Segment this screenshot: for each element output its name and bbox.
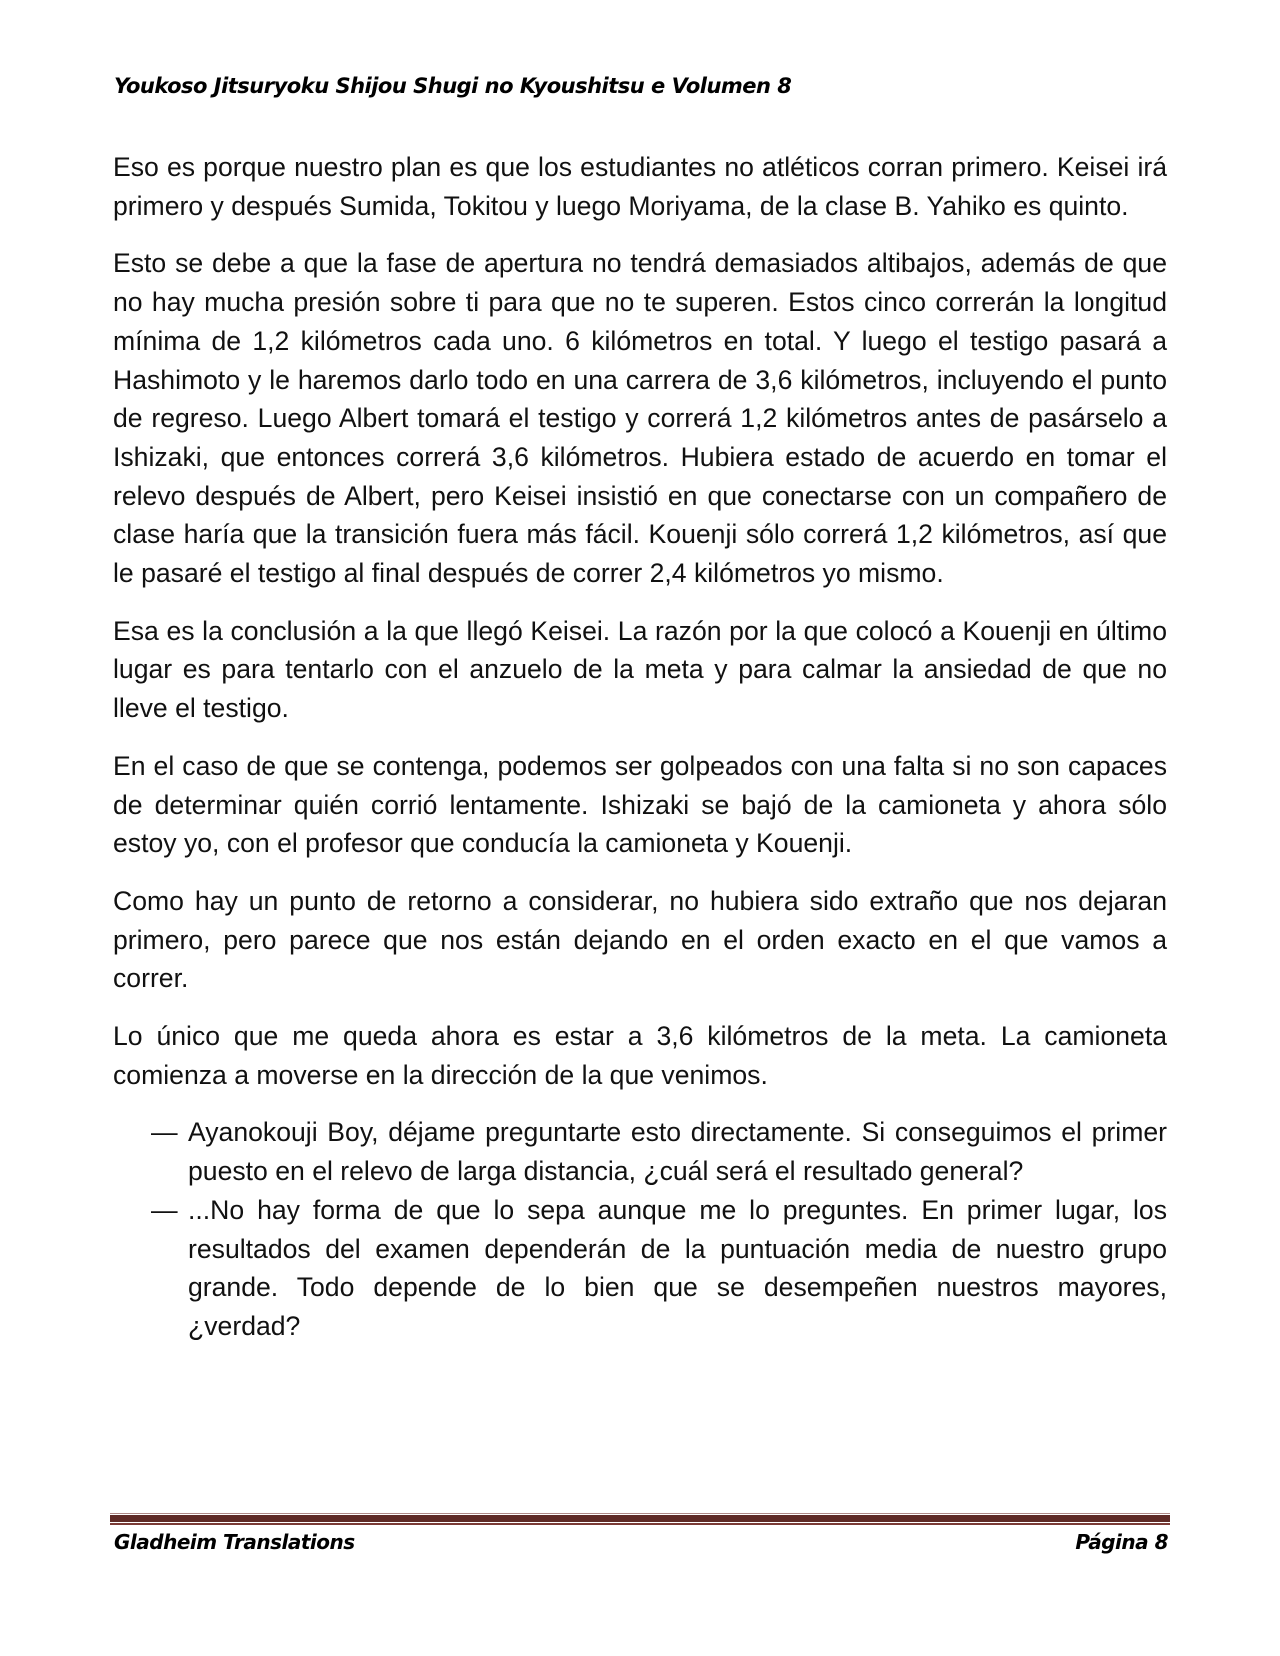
paragraph: Esa es la conclusión a la que llegó Keisei. La razón por la que colocó a Kouenji en último lugar es para tentarlo con el anzuelo de la meta y para calmar la ansiedad de que no lleve el testigo. — [113, 615, 1167, 724]
running-header: Youkoso Jitsuryoku Shijou Shugi no Kyoushitsu e Volumen 8 — [114, 74, 792, 98]
dialogue-line — [113, 1191, 1167, 1346]
dialogue-dash: — — [151, 1117, 178, 1148]
dialogue-line — [113, 1113, 1167, 1190]
dialogue-text: ...No hay forma de que lo sepa aunque me lo preguntes. En primer lugar, los resultados del examen dependerán de la puntuación media de nuestro grupo grande. Todo depende de lo bien que se desempeñen nuestros mayores, ¿verdad? — [188, 1194, 1167, 1341]
paragraph: En el caso de que se contenga, podemos ser golpeados con una falta si no son capaces de determinar quién corrió lentamente. Ishizaki se bajó de la camioneta y ahora sólo estoy yo, con el profesor que conducía la camioneta y Kouenji. — [113, 750, 1167, 859]
page-body — [113, 148, 1167, 1346]
dialogue-text: Ayanokouji Boy, déjame preguntarte esto directamente. Si conseguimos el primer puesto en el relevo de larga distancia, ¿cuál será el resultado general? — [188, 1117, 1167, 1187]
paragraph: Esto se debe a que la fase de apertura no tendrá demasiados altibajos, además de que no hay mucha presión sobre ti para que no te superen. Estos cinco correrán la longitud mínima de 1,2 kilómetros cada uno. 6 kilómetros en total. Y luego el testigo pasará a Hashimoto y le haremos darlo todo en una carrera de 3,6 kilómetros, incluyendo el punto de regreso. Luego Albert tomará el testigo y correrá 1,2 kilómetros antes de pasárselo a Ishizaki, que entonces correrá 3,6 kilómetros. Hubiera estado de acuerdo en tomar el relevo después de Albert, pero Keisei insistió en que conectarse con un compañero de clase haría que la transición fuera más fácil. Kouenji sólo correrá 1,2 kilómetros, así que le pasaré el testigo al final después de correr 2,4 kilómetros yo mismo. — [113, 248, 1167, 589]
footer-rule — [110, 1515, 1170, 1522]
paragraph: Eso es porque nuestro plan es que los estudiantes no atléticos corran primero. Keisei irá primero y después Sumida, Tokitou y luego Moriyama, de la clase B. Yahiko es quinto. — [113, 152, 1167, 221]
footer-credit: Gladheim Translations — [114, 1530, 355, 1554]
paragraph: Como hay un punto de retorno a considerar, no hubiera sido extraño que nos dejaran primero, pero parece que nos están dejando en el orden exacto en el que vamos a correr. — [113, 885, 1167, 994]
footer-rule-lower — [110, 1523, 1170, 1525]
paragraph: Lo único que me queda ahora es estar a 3,6 kilómetros de la meta. La camioneta comienza a moverse en la dirección de la que venimos. — [113, 1021, 1167, 1090]
dialogue-dash: — — [151, 1194, 178, 1225]
page-number: Página 8 — [1075, 1530, 1168, 1554]
footer-rule-thin — [110, 1513, 1170, 1514]
